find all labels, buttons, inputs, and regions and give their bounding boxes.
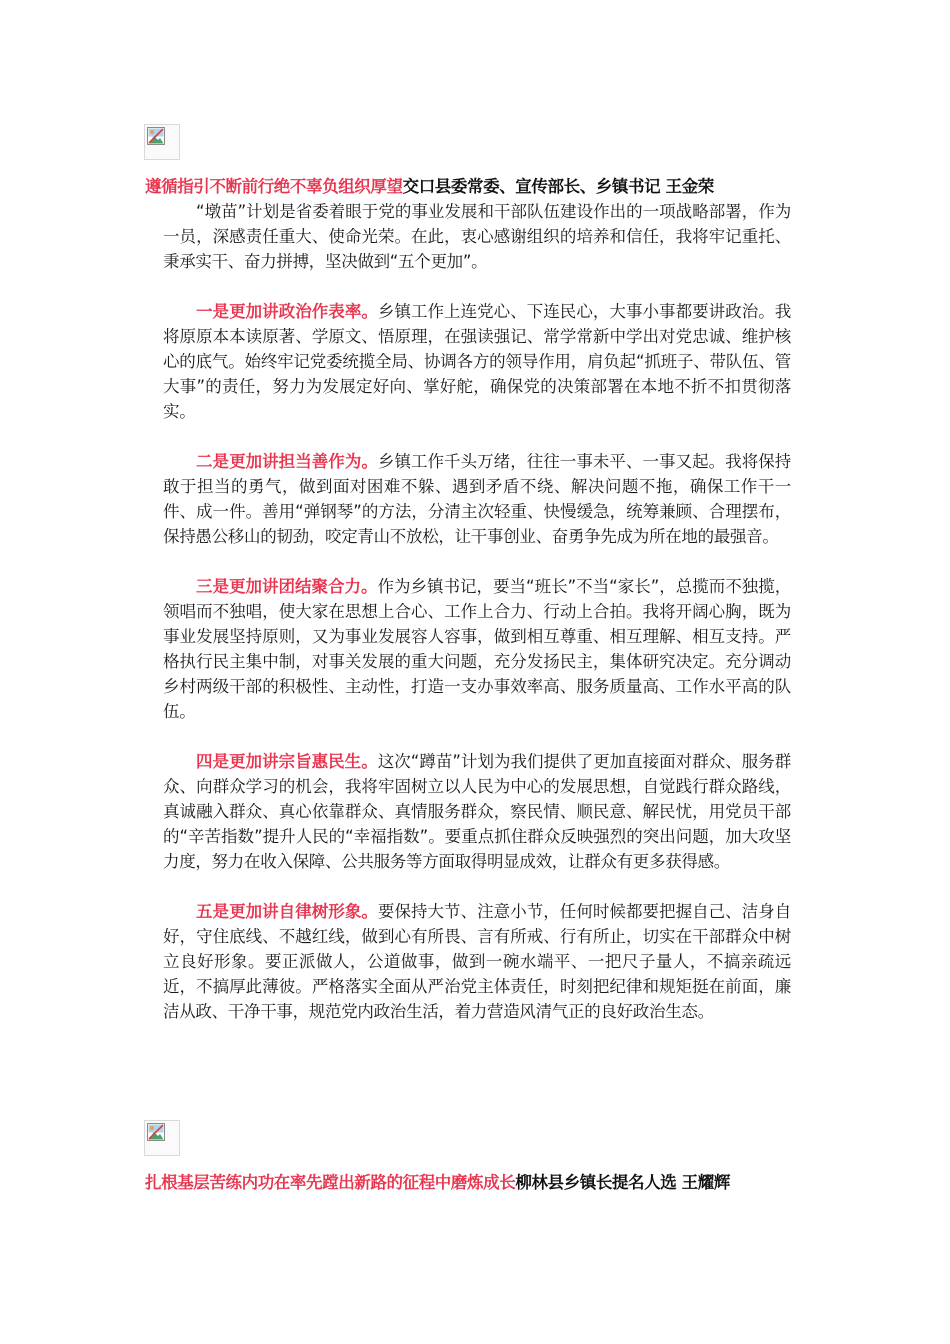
- point-paragraph-5: [163, 899, 791, 1024]
- point-text-5: 要保持大节、注意小节，任何时候都要把握自己、洁身自好，守住底线、不越红线，做到心有所畏、言有所戒、行有所止，切实在干部群众中树立良好形象。要正派做人，公道做事，做到一碗水端平、一把尺子量人，不搞亲疏远近，不搞厚此薄彼。严格落实全面从严治党主体责任，时刻把纪律和规矩挺在前面，廉洁从政、干净干事，规范党内政治生活，着力营造风清气正的良好政治生态。: [163, 902, 791, 1021]
- article-body: [163, 199, 791, 1049]
- point-text-1: 乡镇工作上连党心、下连民心，大事小事都要讲政治。我将原原本本读原著、学原文、悟原理，在强读强记、常学常新中学出对党忠诚、维护核心的底气。始终牢记党委统揽全局、协调各方的领导作用，肩负起“抓班子、带队伍、管大事”的责任，努力为发展定好向、掌好舵，确保党的决策部署在本地不折不扣贯彻落实。: [163, 302, 791, 421]
- point-heading-3: 三是更加讲团结聚合力。: [196, 577, 378, 596]
- title-highlight: 遵循指引不断前行绝不辜负组织厚望: [145, 177, 403, 196]
- point-paragraph-2: [163, 449, 791, 549]
- point-heading-5: 五是更加讲自律树形象。: [196, 902, 378, 921]
- intro-paragraph: “墩苗”计划是省委着眼于党的事业发展和干部队伍建设作出的一项战略部署，作为一员，深感责任重大、使命光荣。在此，衷心感谢组织的培养和信任，我将牢记重托、秉承实干、奋力拼搏，坚决做到“五个更加”。: [163, 202, 791, 271]
- title-author: 交口县委常委、宣传部长、乡镇书记 王金荣: [402, 177, 714, 196]
- point-paragraph-4: [163, 749, 791, 874]
- point-heading-2: 二是更加讲担当善作为。: [196, 452, 378, 471]
- article-title-2: [145, 1172, 730, 1194]
- point-heading-1: 一是更加讲政治作表率。: [196, 302, 378, 321]
- point-paragraph-1: [163, 299, 791, 424]
- title-highlight: 扎根基层苦练内功在率先蹚出新路的征程中磨炼成长: [145, 1173, 516, 1192]
- broken-image-icon: [147, 127, 165, 145]
- title-author: 柳林县乡镇长提名人选 王耀辉: [515, 1173, 730, 1192]
- point-text-4: 这次“蹲苗”计划为我们提供了更加直接面对群众、服务群众、向群众学习的机会，我将牢固树立以人民为中心的发展思想，自觉践行群众路线，真诚融入群众、真心依靠群众、真情服务群众，察民情、顺民意、解民忧，用党员干部的“辛苦指数”提升人民的“幸福指数”。要重点抓住群众反映强烈的突出问题，加大攻坚力度，努力在收入保障、公共服务等方面取得明显成效，让群众有更多获得感。: [163, 752, 792, 871]
- article-image-1: [144, 124, 180, 160]
- article-image-2: [144, 1120, 180, 1156]
- broken-image-icon: [147, 1123, 165, 1141]
- point-text-2: 乡镇工作千头万绪，往往一事未平、一事又起。我将保持敢于担当的勇气，做到面对困难不躲、遇到矛盾不绕、解决问题不拖，确保工作干一件、成一件。善用“弹钢琴”的方法，分清主次轻重、快慢缓急，统筹兼顾、合理摆布，保持愚公移山的韧劲，咬定青山不放松，让干事创业、奋勇争先成为所在地的最强音。: [163, 452, 791, 546]
- article-title-1: [145, 176, 714, 198]
- point-paragraph-3: [163, 574, 791, 724]
- point-text-3: 作为乡镇书记，要当“班长”不当“家长”，总揽而不独揽，领唱而不独唱，使大家在思想上合心、工作上合力、行动上合拍。我将开阔心胸，既为事业发展坚持原则，又为事业发展容人容事，做到相互尊重、相互理解、相互支持。严格执行民主集中制，对事关发展的重大问题，充分发扬民主，集体研究决定。充分调动乡村两级干部的积极性、主动性，打造一支办事效率高、服务质量高、工作水平高的队伍。: [163, 577, 791, 721]
- point-heading-4: 四是更加讲宗旨惠民生。: [196, 752, 378, 771]
